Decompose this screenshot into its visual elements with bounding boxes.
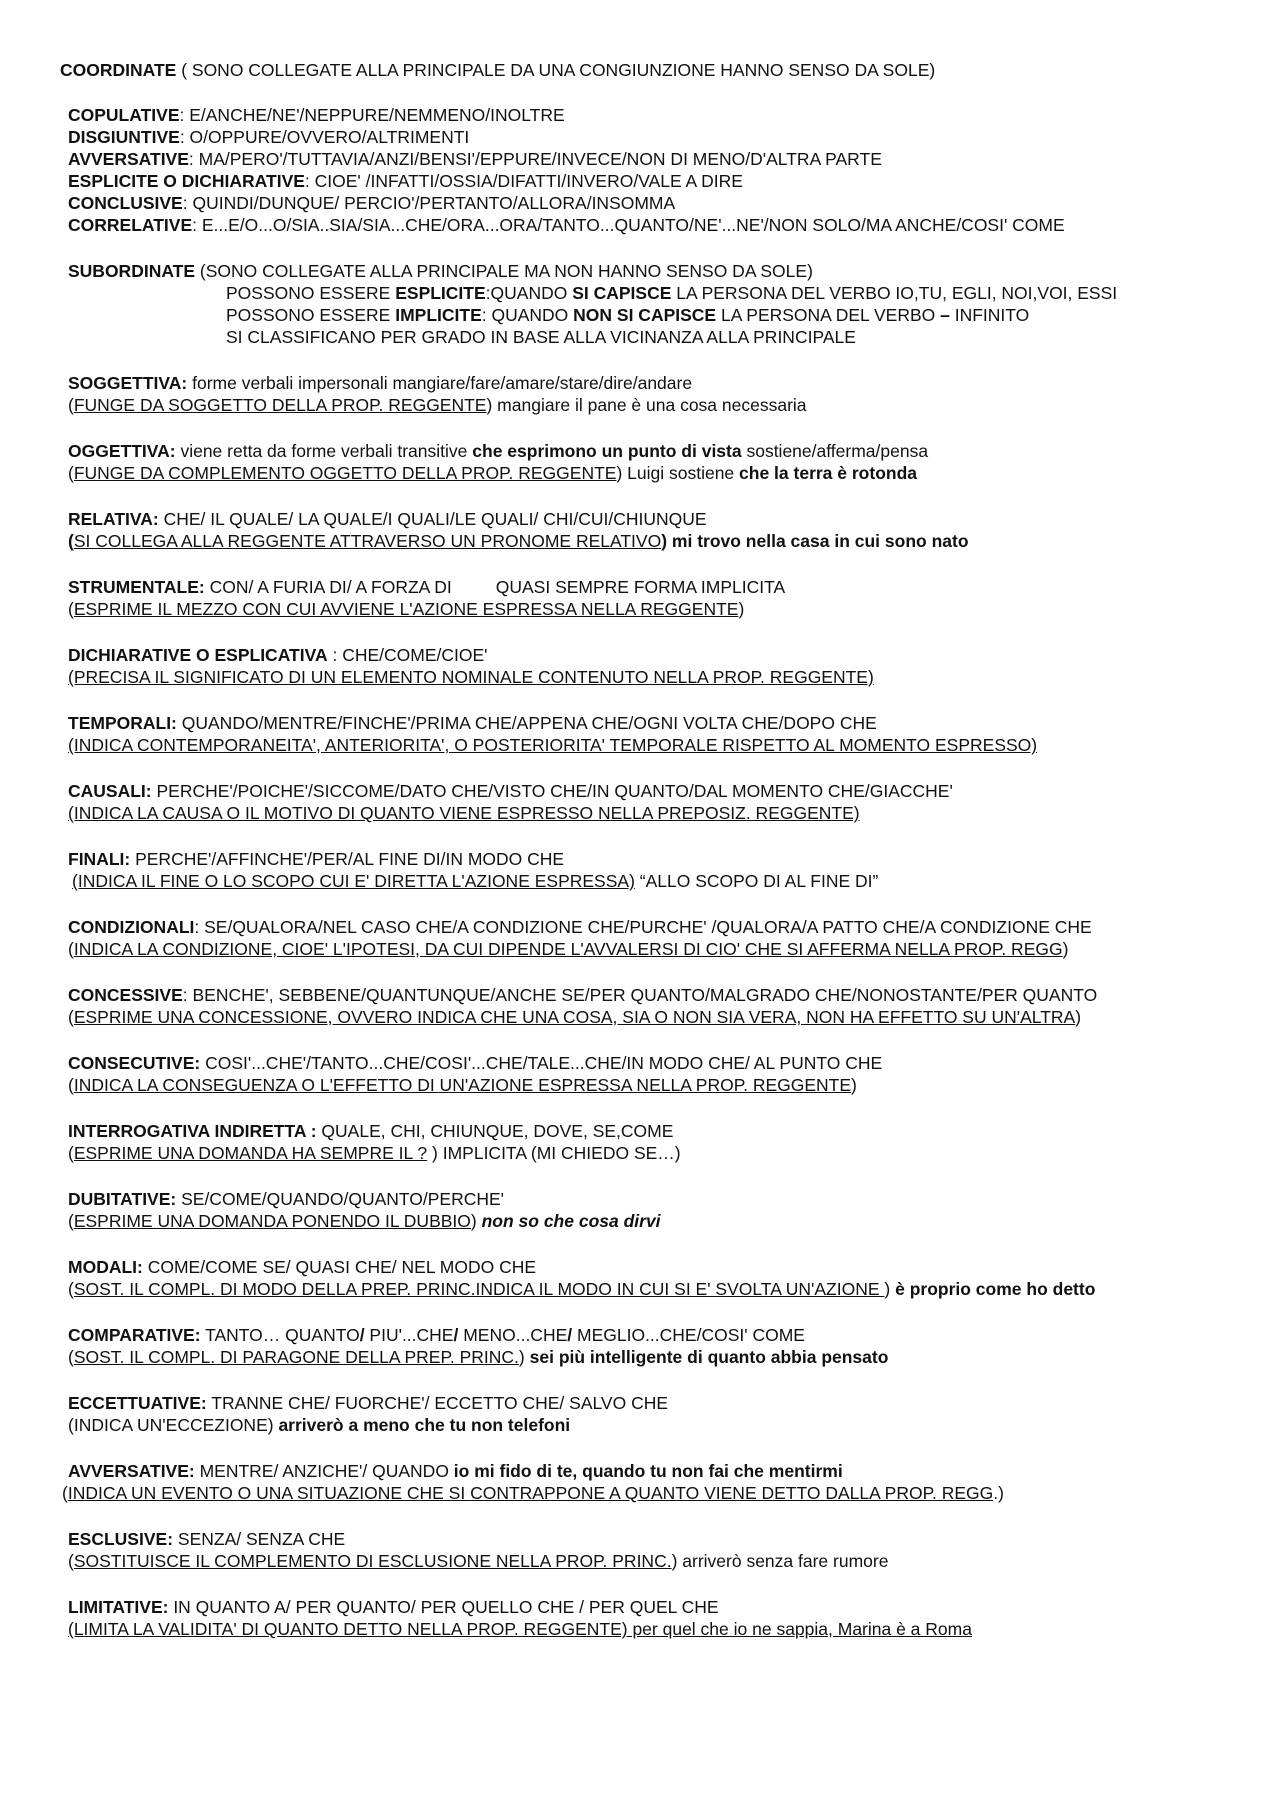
concessive-note: (ESPRIME UNA CONCESSIONE, OVVERO INDICA CHE UNA COSA, SIA O NON SIA VERA, NON HA EFFETTO SU UN'ALTRA) (68, 1007, 1082, 1027)
dichiarative-note: (PRECISA IL SIGNIFICATO DI UN ELEMENTO NOMINALE CONTENUTO NELLA PROP. REGGENTE) (68, 667, 874, 687)
oggettiva-line: OGGETTIVA: viene retta da forme verbali transitive che esprimono un punto di vista sostiene/afferma/pensa (68, 441, 929, 461)
finali-note: (INDICA IL FINE O LO SCOPO CUI E' DIRETTA L'AZIONE ESPRESSA) “ALLO SCOPO DI AL FINE DI” (72, 871, 879, 891)
coordinate-heading: COORDINATE ( SONO COLLEGATE ALLA PRINCIPALE DA UNA CONGIUNZIONE HANNO SENSO DA SOLE) (60, 60, 936, 80)
subordinate-classificazione: SI CLASSIFICANO PER GRADO IN BASE ALLA VICINANZA ALLA PRINCIPALE (226, 327, 856, 347)
esplicite-line: ESPLICITE O DICHIARATIVE: CIOE' /INFATTI/OSSIA/DIFATTI/INVERO/VALE A DIRE (68, 171, 743, 191)
correlative-line: CORRELATIVE: E...E/O...O/SIA..SIA/SIA...CHE/ORA...ORA/TANTO...QUANTO/NE'...NE'/NON SOLO/MA ANCHE/COSI' COME (68, 215, 1065, 235)
modali-line: MODALI: COME/COME SE/ QUASI CHE/ NEL MODO CHE (68, 1257, 537, 1277)
esclusive-note: (SOSTITUISCE IL COMPLEMENTO DI ESCLUSIONE NELLA PROP. PRINC.) arriverò senza fare rumore (68, 1551, 889, 1571)
esclusive-line: ESCLUSIVE: SENZA/ SENZA CHE (68, 1529, 346, 1549)
subordinate-implicite: POSSONO ESSERE IMPLICITE: QUANDO NON SI CAPISCE LA PERSONA DEL VERBO – INFINITO (226, 305, 1030, 325)
consecutive-note: (INDICA LA CONSEGUENZA O L'EFFETTO DI UN'AZIONE ESPRESSA NELLA PROP. REGGENTE) (68, 1075, 857, 1095)
conclusive-line: CONCLUSIVE: QUINDI/DUNQUE/ PERCIO'/PERTANTO/ALLORA/INSOMMA (68, 193, 676, 213)
copulative-line: COPULATIVE: E/ANCHE/NE'/NEPPURE/NEMMENO/INOLTRE (68, 105, 565, 125)
comparative-note: (SOST. IL COMPL. DI PARAGONE DELLA PREP. PRINC.) sei più intelligente di quanto abbia pensato (68, 1347, 889, 1367)
avversative-line: AVVERSATIVE: MA/PERO'/TUTTAVIA/ANZI/BENSI'/EPPURE/INVECE/NON DI MENO/D'ALTRA PARTE (68, 149, 882, 169)
oggettiva-note: (FUNGE DA COMPLEMENTO OGGETTO DELLA PROP. REGGENTE) Luigi sostiene che la terra è rotonda (68, 463, 918, 483)
temporali-line: TEMPORALI: QUANDO/MENTRE/FINCHE'/PRIMA CHE/APPENA CHE/OGNI VOLTA CHE/DOPO CHE (68, 713, 877, 733)
finali-line: FINALI: PERCHE'/AFFINCHE'/PER/AL FINE DI/IN MODO CHE (68, 849, 565, 869)
comparative-line: COMPARATIVE: TANTO… QUANTO/ PIU'...CHE/ MENO...CHE/ MEGLIO...CHE/COSI' COME (68, 1325, 805, 1345)
strumentale-note: (ESPRIME IL MEZZO CON CUI AVVIENE L'AZIONE ESPRESSA NELLA REGGENTE) (68, 599, 745, 619)
limitative-note: (LIMITA LA VALIDITA' DI QUANTO DETTO NELLA PROP. REGGENTE) per quel che io ne sappia, Marina è a Roma (68, 1619, 972, 1639)
soggettiva-note: (FUNGE DA SOGGETTO DELLA PROP. REGGENTE) mangiare il pane è una cosa necessaria (68, 395, 807, 415)
eccettuative-note: (INDICA UN'ECCEZIONE) arriverò a meno che tu non telefoni (68, 1415, 571, 1435)
condizionali-line: CONDIZIONALI: SE/QUALORA/NEL CASO CHE/A CONDIZIONE CHE/PURCHE' /QUALORA/A PATTO CHE/A CONDIZIONE CHE (68, 917, 1092, 937)
dubitative-line: DUBITATIVE: SE/COME/QUANDO/QUANTO/PERCHE' (68, 1189, 505, 1209)
avversative-sub-line: AVVERSATIVE: MENTRE/ ANZICHE'/ QUANDO io mi fido di te, quando tu non fai che mentirmi (68, 1461, 843, 1481)
eccettuative-line: ECCETTUATIVE: TRANNE CHE/ FUORCHE'/ ECCETTO CHE/ SALVO CHE (68, 1393, 669, 1413)
condizionali-note: (INDICA LA CONDIZIONE, CIOE' L'IPOTESI, DA CUI DIPENDE L'AVVALERSI DI CIO' CHE SI AFFERMA NELLA PROP. REGG) (68, 939, 1069, 959)
modali-note: (SOST. IL COMPL. DI MODO DELLA PREP. PRINC.INDICA IL MODO IN CUI SI E' SVOLTA UN'AZIONE ) è proprio come ho detto (68, 1279, 1096, 1299)
consecutive-line: CONSECUTIVE: COSI'...CHE'/TANTO...CHE/COSI'...CHE/TALE...CHE/IN MODO CHE/ AL PUNTO CHE (68, 1053, 883, 1073)
causali-note: (INDICA LA CAUSA O IL MOTIVO DI QUANTO VIENE ESPRESSO NELLA PREPOSIZ. REGGENTE) (68, 803, 860, 823)
strumentale-line: STRUMENTALE: CON/ A FURIA DI/ A FORZA DI QUASI SEMPRE FORMA IMPLICITA (68, 577, 786, 597)
avversative-sub-note: (INDICA UN EVENTO O UNA SITUAZIONE CHE SI CONTRAPPONE A QUANTO VIENE DETTO DALLA PROP. REGG.) (62, 1483, 1004, 1503)
interrogativa-note: (ESPRIME UNA DOMANDA HA SEMPRE IL ? ) IMPLICITA (MI CHIEDO SE…) (68, 1143, 681, 1163)
dubitative-note: (ESPRIME UNA DOMANDA PONENDO IL DUBBIO) non so che cosa dirvi (68, 1211, 661, 1231)
relativa-line: RELATIVA: CHE/ IL QUALE/ LA QUALE/I QUALI/LE QUALI/ CHI/CUI/CHIUNQUE (68, 509, 707, 529)
limitative-line: LIMITATIVE: IN QUANTO A/ PER QUANTO/ PER QUELLO CHE / PER QUEL CHE (68, 1597, 719, 1617)
interrogativa-line: INTERROGATIVA INDIRETTA : QUALE, CHI, CHIUNQUE, DOVE, SE,COME (68, 1121, 674, 1141)
relativa-note: (SI COLLEGA ALLA REGGENTE ATTRAVERSO UN PRONOME RELATIVO) mi trovo nella casa in cui sono nato (68, 531, 969, 551)
subordinate-heading: SUBORDINATE (SONO COLLEGATE ALLA PRINCIPALE MA NON HANNO SENSO DA SOLE) (68, 261, 813, 281)
causali-line: CAUSALI: PERCHE'/POICHE'/SICCOME/DATO CHE/VISTO CHE/IN QUANTO/DAL MOMENTO CHE/GIACCHE' (68, 781, 953, 801)
soggettiva-line: SOGGETTIVA: forme verbali impersonali mangiare/fare/amare/stare/dire/andare (68, 373, 693, 393)
subordinate-esplicite: POSSONO ESSERE ESPLICITE:QUANDO SI CAPISCE LA PERSONA DEL VERBO IO,TU, EGLI, NOI,VOI, ESSI (226, 283, 1118, 303)
concessive-line: CONCESSIVE: BENCHE', SEBBENE/QUANTUNQUE/ANCHE SE/PER QUANTO/MALGRADO CHE/NONOSTANTE/PER QUANTO (68, 985, 1098, 1005)
disgiuntive-line: DISGIUNTIVE: O/OPPURE/OVVERO/ALTRIMENTI (68, 127, 470, 147)
dichiarative-line: DICHIARATIVE O ESPLICATIVA : CHE/COME/CIOE' (68, 645, 488, 665)
temporali-note: (INDICA CONTEMPORANEITA', ANTERIORITA', O POSTERIORITA' TEMPORALE RISPETTO AL MOMENTO ESPRESSO) (68, 735, 1038, 755)
